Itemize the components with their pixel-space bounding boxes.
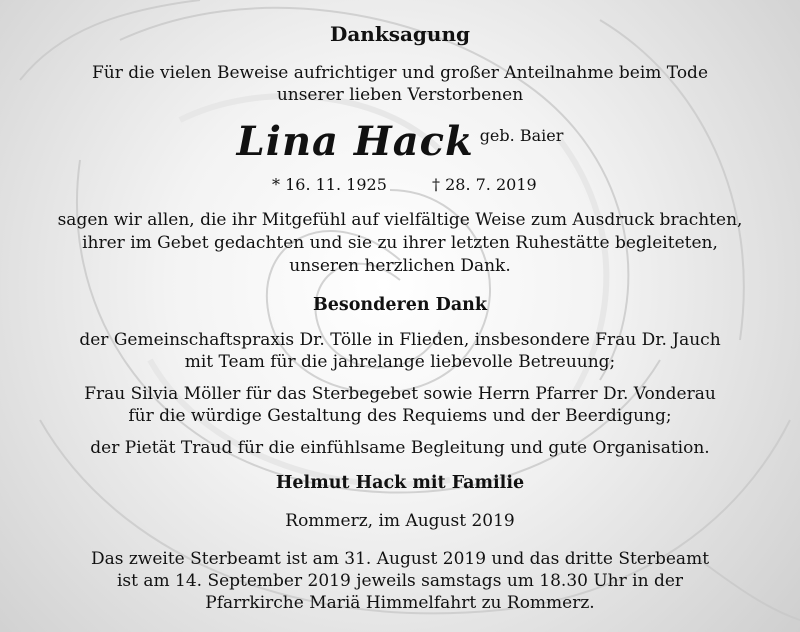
page-title: Danksagung bbox=[330, 22, 470, 46]
thanks-line: unseren herzlichen Dank. bbox=[289, 256, 511, 276]
special-thanks-line: der Gemeinschaftspraxis Dr. Tölle in Flieden, insbesondere Frau Dr. Jauch bbox=[79, 330, 721, 350]
special-thanks-line: der Pietät Traud für die einfühlsame Begleitung und gute Organisation. bbox=[90, 438, 710, 458]
deceased-name: Lina Hack bbox=[236, 118, 474, 165]
intro-line: Für die vielen Beweise aufrichtiger und großer Anteilnahme beim Tode bbox=[91, 63, 709, 83]
special-thanks-line: Frau Silvia Möller für das Sterbegebet sowie Herrn Pfarrer Dr. Vonderau bbox=[84, 384, 716, 404]
birth-date: * 16. 11. 1925 bbox=[272, 175, 387, 194]
announcement-line: Pfarrkirche Mariä Himmelfahrt zu Rommerz. bbox=[205, 593, 595, 613]
thanks-line: ihrer im Gebet gedachten und sie zu ihrer letzten Ruhestätte begleiteten, bbox=[82, 233, 718, 253]
maiden-name: geb. Baier bbox=[479, 126, 564, 145]
signature: Helmut Hack mit Familie bbox=[275, 473, 525, 493]
special-thanks-line: mit Team für die jahrelange liebevolle Betreuung; bbox=[184, 352, 616, 372]
deceased-name-row bbox=[0, 118, 800, 168]
life-dates bbox=[0, 175, 800, 197]
special-thanks-heading: Besonderen Dank bbox=[312, 295, 488, 315]
special-thanks-line: für die würdige Gestaltung des Requiems und der Beerdigung; bbox=[128, 406, 672, 426]
place-date: Rommerz, im August 2019 bbox=[285, 511, 515, 531]
intro-line: unserer lieben Verstorbenen bbox=[276, 85, 524, 105]
announcement-line: ist am 14. September 2019 jeweils samstags um 18.30 Uhr in der bbox=[116, 571, 684, 591]
thanks-line: sagen wir allen, die ihr Mitgefühl auf vielfältige Weise zum Ausdruck brachten, bbox=[57, 210, 743, 230]
announcement-line: Das zweite Sterbeamt ist am 31. August 2019 und das dritte Sterbeamt bbox=[90, 549, 710, 569]
death-date: † 28. 7. 2019 bbox=[432, 175, 537, 194]
